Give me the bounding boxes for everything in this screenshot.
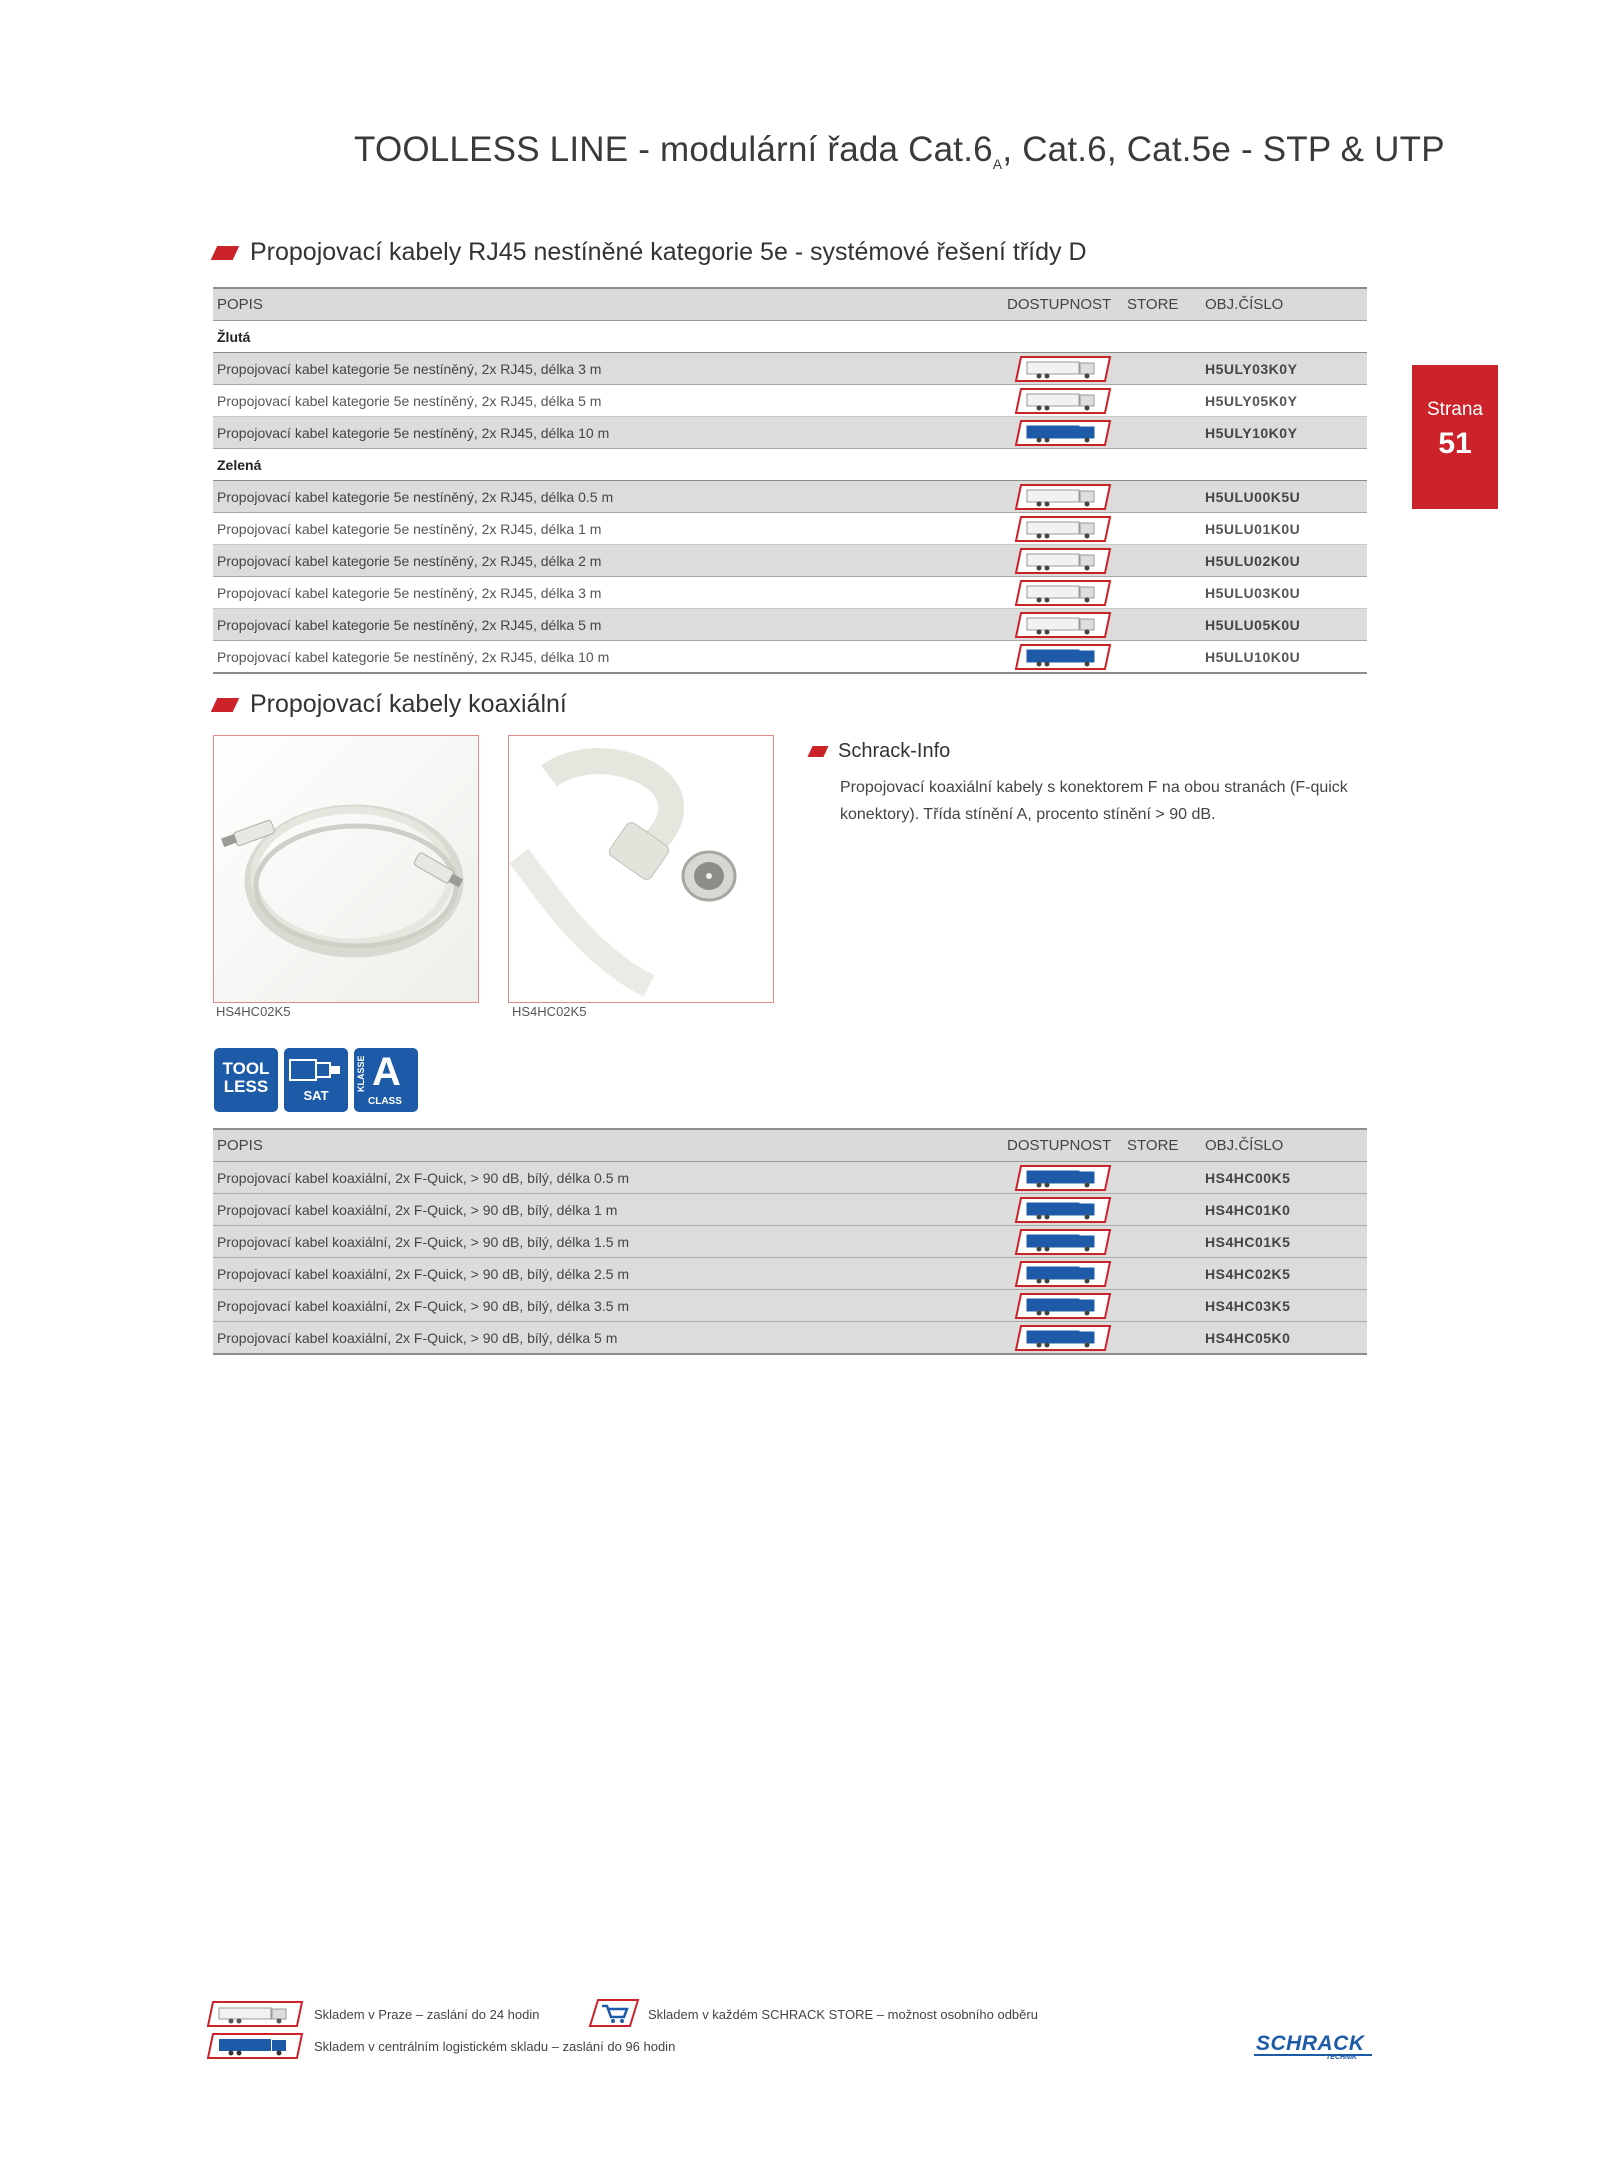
badge-text: KLASSE — [356, 1055, 366, 1093]
schrack-info-heading — [810, 740, 950, 763]
availability-cell — [1003, 385, 1123, 417]
product-description: Propojovací kabel kategorie 5e nestíněný, 2x RJ45, délka 1 m — [213, 513, 1003, 545]
availability-cell — [1003, 545, 1123, 577]
page-title — [354, 130, 1445, 172]
table-row[interactable] — [213, 1226, 1367, 1258]
product-description: Propojovací kabel kategorie 5e nestíněný, 2x RJ45, délka 3 m — [213, 353, 1003, 385]
group-row — [213, 449, 1367, 481]
blue-truck-icon — [1013, 1293, 1113, 1319]
store-cell — [1123, 513, 1201, 545]
table-row[interactable] — [213, 545, 1367, 577]
table-header-row — [213, 1129, 1367, 1162]
page-number-tab — [1412, 365, 1498, 509]
badge-letter: A — [372, 1050, 401, 1094]
section-marker-icon — [211, 246, 240, 260]
blue-truck-icon — [1013, 1165, 1113, 1191]
store-cell — [1123, 1258, 1201, 1290]
store-cell — [1123, 545, 1201, 577]
logo-wordmark: SCHRACK — [1256, 2032, 1365, 2055]
coax-product-table — [213, 1128, 1367, 1355]
col-header-code: OBJ.ČÍSLO — [1201, 1129, 1367, 1162]
store-cell — [1123, 1226, 1201, 1258]
rj45-product-table — [213, 287, 1367, 674]
product-description: Propojovací kabel kategorie 5e nestíněný, 2x RJ45, délka 10 m — [213, 417, 1003, 449]
product-description: Propojovací kabel kategorie 5e nestíněný, 2x RJ45, délka 5 m — [213, 609, 1003, 641]
availability-cell — [1003, 1258, 1123, 1290]
white-truck-icon — [1013, 356, 1113, 382]
availability-cell — [1003, 641, 1123, 674]
blue-truck-icon — [1013, 1325, 1113, 1351]
sat-badge-icon — [284, 1048, 348, 1112]
product-description: Propojovací kabel kategorie 5e nestíněný, 2x RJ45, délka 0.5 m — [213, 481, 1003, 513]
product-description: Propojovací kabel koaxiální, 2x F-Quick, > 90 dB, bílý, délka 3.5 m — [213, 1290, 1003, 1322]
blue-truck-icon — [1013, 1197, 1113, 1223]
table-row[interactable] — [213, 1194, 1367, 1226]
white-truck-icon — [1013, 612, 1113, 638]
table-row[interactable] — [213, 385, 1367, 417]
product-description: Propojovací kabel koaxiální, 2x F-Quick, > 90 dB, bílý, délka 2.5 m — [213, 1258, 1003, 1290]
availability-cell — [1003, 609, 1123, 641]
store-cell — [1123, 1290, 1201, 1322]
order-number-link[interactable]: H5ULU10K0U — [1201, 641, 1367, 674]
white-truck-icon — [1013, 516, 1113, 542]
group-label: Žlutá — [213, 321, 1367, 353]
legend-white-truck-icon — [205, 2000, 305, 2028]
photo-caption: HS4HC02K5 — [216, 1004, 291, 1019]
legend-cart-icon — [588, 1998, 640, 2033]
order-number-link[interactable]: HS4HC02K5 — [1201, 1258, 1367, 1290]
availability-cell — [1003, 481, 1123, 513]
group-row — [213, 321, 1367, 353]
legend-blue-truck-icon — [205, 2032, 305, 2060]
store-cell — [1123, 641, 1201, 674]
blue-truck-icon — [1013, 1261, 1113, 1287]
table-row[interactable] — [213, 1322, 1367, 1355]
availability-cell — [1003, 577, 1123, 609]
store-cell — [1123, 417, 1201, 449]
product-description: Propojovací kabel kategorie 5e nestíněný, 2x RJ45, délka 3 m — [213, 577, 1003, 609]
table-row[interactable] — [213, 641, 1367, 674]
availability-cell — [1003, 1162, 1123, 1194]
blue-truck-icon — [1013, 1229, 1113, 1255]
store-cell — [1123, 481, 1201, 513]
availability-cell — [1003, 417, 1123, 449]
section-title-rj45 — [214, 238, 1087, 267]
table-row[interactable] — [213, 1290, 1367, 1322]
legend-prague: Skladem v Praze – zaslání do 24 hodin — [314, 2007, 540, 2022]
order-number-link[interactable]: HS4HC05K0 — [1201, 1322, 1367, 1355]
toolless-badge-icon — [214, 1048, 278, 1112]
table-header-row — [213, 288, 1367, 321]
availability-cell — [1003, 1322, 1123, 1355]
availability-cell — [1003, 1194, 1123, 1226]
section-title-text: Propojovací kabely RJ45 nestíněné kategorie 5e - systémové řešení třídy D — [250, 238, 1087, 266]
schrack-logo — [1250, 2030, 1375, 2069]
white-truck-icon — [1013, 484, 1113, 510]
col-header-desc: POPIS — [213, 288, 1003, 321]
class-a-badge-icon — [354, 1048, 418, 1112]
blue-truck-icon — [205, 2032, 305, 2060]
order-number-link[interactable]: HS4HC00K5 — [1201, 1162, 1367, 1194]
store-cell — [1123, 385, 1201, 417]
blue-truck-icon — [1013, 644, 1113, 670]
product-description: Propojovací kabel koaxiální, 2x F-Quick, > 90 dB, bílý, délka 1 m — [213, 1194, 1003, 1226]
order-number-link[interactable]: H5ULY10K0Y — [1201, 417, 1367, 449]
store-cell — [1123, 1322, 1201, 1355]
order-number-link[interactable]: HS4HC01K5 — [1201, 1226, 1367, 1258]
order-number-link[interactable]: H5ULU00K5U — [1201, 481, 1367, 513]
store-cell — [1123, 1162, 1201, 1194]
order-number-link[interactable]: H5ULU01K0U — [1201, 513, 1367, 545]
info-title: Schrack-Info — [838, 740, 951, 762]
section-title-text: Propojovací kabely koaxiální — [250, 690, 567, 718]
badge-text: LESS — [223, 1077, 269, 1096]
order-number-link[interactable]: H5ULY03K0Y — [1201, 353, 1367, 385]
product-photo-coax-coil — [213, 735, 479, 1003]
table-row[interactable] — [213, 1162, 1367, 1194]
col-header-code: OBJ.ČÍSLO — [1201, 288, 1367, 321]
product-description: Propojovací kabel koaxiální, 2x F-Quick, > 90 dB, bílý, délka 0.5 m — [213, 1162, 1003, 1194]
legend-store: Skladem v každém SCHRACK STORE – možnost osobního odběru — [648, 2007, 1038, 2022]
shopping-cart-icon — [588, 1998, 640, 2028]
product-description: Propojovací kabel kategorie 5e nestíněný, 2x RJ45, délka 5 m — [213, 385, 1003, 417]
col-header-store: STORE — [1123, 288, 1201, 321]
store-cell — [1123, 577, 1201, 609]
logo-subtext: TECHNIK — [1326, 2054, 1358, 2061]
col-header-availability: DOSTUPNOST — [1003, 1129, 1123, 1162]
white-truck-icon — [1013, 548, 1113, 574]
title-subscript: A — [992, 156, 1003, 172]
store-cell — [1123, 1194, 1201, 1226]
white-truck-icon — [205, 2000, 305, 2028]
order-number-link[interactable]: H5ULU02K0U — [1201, 545, 1367, 577]
order-number-link[interactable]: HS4HC01K0 — [1201, 1194, 1367, 1226]
badge-text: CLASS — [368, 1096, 402, 1107]
section-marker-icon — [211, 698, 240, 712]
title-main: TOOLLESS LINE - modulární řada Cat.6 — [354, 130, 993, 169]
table-row[interactable] — [213, 577, 1367, 609]
store-cell — [1123, 353, 1201, 385]
white-truck-icon — [1013, 388, 1113, 414]
product-description: Propojovací kabel kategorie 5e nestíněný, 2x RJ45, délka 10 m — [213, 641, 1003, 674]
col-header-store: STORE — [1123, 1129, 1201, 1162]
col-header-availability: DOSTUPNOST — [1003, 288, 1123, 321]
availability-cell — [1003, 513, 1123, 545]
info-marker-icon — [807, 746, 828, 757]
legend-central: Skladem v centrálním logistickém skladu – zaslání do 96 hodin — [314, 2039, 676, 2054]
order-number-link[interactable]: H5ULY05K0Y — [1201, 385, 1367, 417]
title-rest: , Cat.6, Cat.5e - STP & UTP — [1002, 130, 1445, 169]
order-number-link[interactable]: H5ULU03K0U — [1201, 577, 1367, 609]
availability-cell — [1003, 353, 1123, 385]
table-row[interactable] — [213, 481, 1367, 513]
table-row[interactable] — [213, 1258, 1367, 1290]
col-header-desc: POPIS — [213, 1129, 1003, 1162]
availability-cell — [1003, 1226, 1123, 1258]
white-truck-icon — [1013, 580, 1113, 606]
page-number: 51 — [1438, 427, 1472, 460]
order-number-link[interactable]: H5ULU05K0U — [1201, 609, 1367, 641]
photo-caption: HS4HC02K5 — [512, 1004, 587, 1019]
badge-text: SAT — [303, 1088, 329, 1103]
availability-cell — [1003, 1290, 1123, 1322]
product-description: Propojovací kabel koaxiální, 2x F-Quick, > 90 dB, bílý, délka 1.5 m — [213, 1226, 1003, 1258]
table-row[interactable] — [213, 513, 1367, 545]
table-row[interactable] — [213, 417, 1367, 449]
section-title-coax — [214, 690, 567, 719]
product-description: Propojovací kabel kategorie 5e nestíněný, 2x RJ45, délka 2 m — [213, 545, 1003, 577]
group-label: Zelená — [213, 449, 1367, 481]
store-cell — [1123, 609, 1201, 641]
table-row[interactable] — [213, 609, 1367, 641]
page-tab-label: Strana — [1427, 399, 1483, 420]
badge-text: TOOL — [222, 1059, 270, 1078]
product-description: Propojovací kabel koaxiální, 2x F-Quick, > 90 dB, bílý, délka 5 m — [213, 1322, 1003, 1355]
info-text: Propojovací koaxiální kabely s konektorem F na obou stranách (F-quick konektory). Třída stínění A, procento stínění > 90 dB. — [840, 779, 1348, 823]
product-photo-coax-connector — [508, 735, 774, 1003]
table-row[interactable] — [213, 353, 1367, 385]
order-number-link[interactable]: HS4HC03K5 — [1201, 1290, 1367, 1322]
blue-truck-icon — [1013, 420, 1113, 446]
